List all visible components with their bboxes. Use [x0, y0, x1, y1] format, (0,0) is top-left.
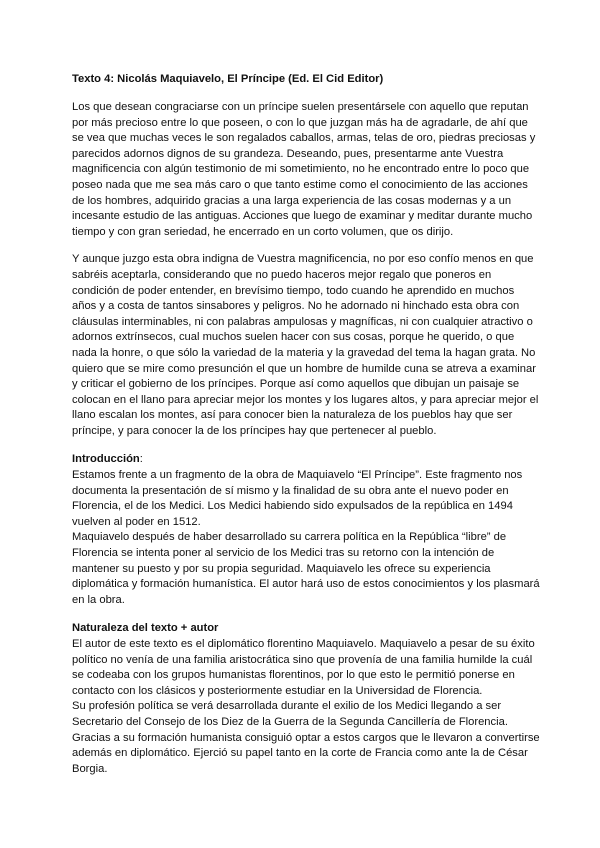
- quote-paragraph-1: Los que desean congraciarse con un príncipe suelen presentársele con aquello que reputan por más precioso entre lo que poseen, o con lo que juzgan más ha de agradarle, de ahí que se vea que muchas veces le son regalados caballos, armas, telas de oro, piedras preciosas y parecidos adornos dignos de su grandeza. Deseando, pues, presentarme ante Vuestra magnificencia con algún testimonio de mi sometimiento, no he encontrado entre lo poco que poseo nada que me sea más caro o que tanto estime como el conocimiento de las acciones de los hombres, adquirido gracias a una larga experiencia de las cosas modernas y a un incesante estudio de las antiguas. Acciones que luego de examinar y meditar durante mucho tiempo y con gran seriedad, he encerrado en un corto volumen, que os dirijo.: [72, 101, 536, 238]
- quote-paragraph-2: Y aunque juzgo esta obra indigna de Vuestra magnificencia, no por eso confío menos en que sabréis aceptarla, considerando que no puedo haceros mejor regalo que poneros en condición de poder entender, en brevísimo tiempo, todo cuando he aprendido en muchos años y a costa de tantos sinsabores y peligros. No he adornado ni hinchado esta obra con cláusulas interminables, ni con palabras ampulosas y magníficas, ni con cualquier atractivo o adornos extrínsecos, cual muchos suelen hacer con sus cosas, porque he querido, o que nada la honre, o que sólo la variedad de la materia y la gravedad del tema la hagan grata. No quiero que se mire como presunción el que un hombre de humilde cuna se atreva a examinar y criticar el gobierno de los príncipes. Porque así como aquellos que dibujan un paisaje se colocan en el llano para apreciar mejor los montes y los lugares altos, y para apreciar mejor el llano escalan los montes, así para conocer bien la naturaleza de los pueblos hay que ser príncipe, y para conocer la de los príncipes hay que pertenecer al pueblo.: [72, 253, 539, 437]
- nature-heading: Naturaleza del texto + autor: [72, 622, 219, 635]
- introduction-paragraph-1: Estamos frente a un fragmento de la obra de Maquiavelo “El Príncipe”. Este fragmento nos documenta la presentación de sí mismo y la finalidad de su obra ante el nuevo poder en Florencia, el de los Medici. Los Medici habiendo sido expulsados de la república en 1494 vuelven al poder en 1512.: [72, 469, 523, 528]
- paragraph-spacer: [72, 608, 540, 621]
- introduction-paragraph-2: Maquiavelo después de haber desarrollado su carrera política en la República “libre” de Florencia se intenta poner al servicio de los Medici tras su retorno con la intención de mantener su puesto y por su propia seguridad. Maquiavelo les ofrece su experiencia diplomática y formación humanística. El autor hará uso de estos conocimientos y los plasmará en la obra.: [72, 531, 540, 606]
- paragraph-spacer: [72, 240, 540, 252]
- introduction-heading-colon: :: [139, 453, 143, 466]
- document-title: Texto 4: Nicolás Maquiavelo, El Príncipe (Ed. El Cid Editor): [72, 73, 384, 85]
- paragraph-spacer: [72, 439, 540, 452]
- introduction-heading: [72, 452, 540, 468]
- nature-paragraph-1: El autor de este texto es el diplomático florentino Maquiavelo. Maquiavelo a pesar de su éxito político no venía de una familia aristocrática sino que provenía de una familia humilde la cuál se codeaba con los grupos humanistas florentinos, por lo que esto le permitió ponerse en contacto con los clásicos y posteriormente estudiar en la Universidad de Florencia.: [72, 638, 535, 697]
- introduction-heading-text: Introducción: [72, 453, 140, 466]
- nature-paragraph-2: Su profesión política se verá desarrollada durante el exilio de los Medici llegando a ser Secretario del Consejo de los Diez de la Guerra de la Segunda Cancillería de Florencia. Gracias a su formación humanista consiguió optar a estos cargos que le llevaron a convertirse además en diplomático. Ejerció su papel tanto en la corte de Francia como ante la de César Borgia.: [72, 700, 540, 775]
